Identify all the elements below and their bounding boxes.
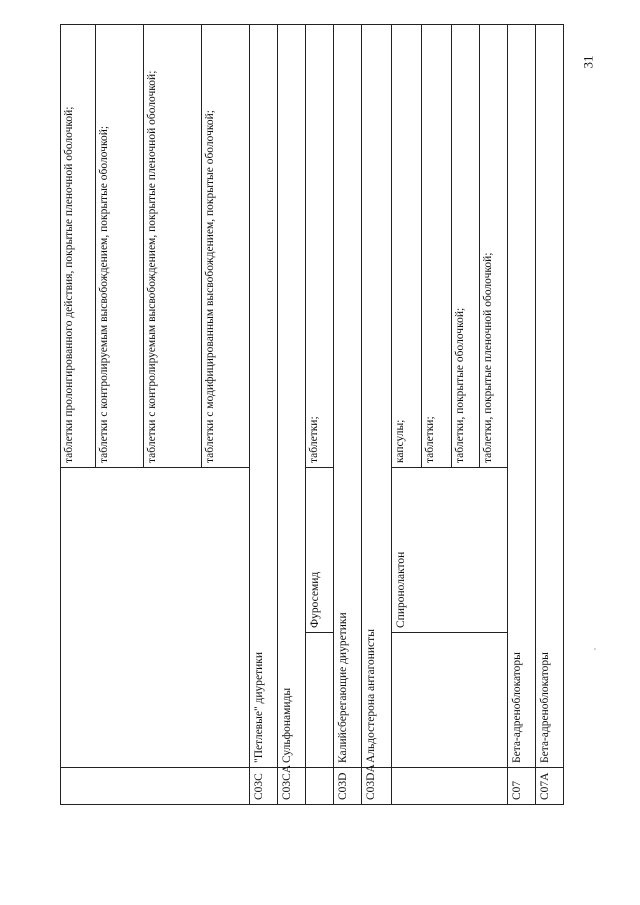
table-row (306, 25, 334, 805)
substance-cell: Фуросемид (306, 468, 334, 633)
table-row (250, 25, 278, 805)
form-cell: таблетки, покрытые оболочкой; (452, 25, 480, 468)
substance-cell: Спиронолактон (392, 468, 508, 633)
code-cell: C03D (334, 768, 362, 805)
group-cell (306, 633, 334, 768)
page-number: 31 (580, 55, 596, 69)
group-cell: Калийсберегающие диуретики (334, 25, 362, 768)
table-row (334, 25, 362, 805)
code-cell (61, 768, 250, 805)
form-cell: таблетки с контролируемым высвобождением, покрытые пленочной оболочкой; (144, 25, 202, 468)
code-cell (392, 768, 508, 805)
form-cell: таблетки пролонгированного действия, покрытые пленочной оболочкой; (61, 25, 96, 468)
form-cell: таблетки; (422, 25, 452, 468)
drug-table (60, 24, 564, 805)
rotated-page (60, 25, 560, 805)
table-row (392, 25, 422, 805)
code-cell: C03CA (278, 768, 306, 805)
table-row (278, 25, 306, 805)
group-cell (392, 633, 508, 768)
group-cell: Бета-адреноблокаторы (508, 25, 536, 768)
form-cell: таблетки с контролируемым высвобождением, покрытые оболочкой; (96, 25, 144, 468)
form-cell: капсулы; (392, 25, 422, 468)
code-cell (306, 768, 334, 805)
table-row (508, 25, 536, 805)
group-cell (61, 468, 250, 768)
form-cell: таблетки с модифицированным высвобождением, покрытые оболочкой; (202, 25, 250, 468)
form-cell: таблетки; (306, 25, 334, 468)
code-cell: C07 (508, 768, 536, 805)
group-cell: "Петлевые" диуретики (250, 25, 278, 768)
group-cell: Сульфонамиды (278, 25, 306, 768)
code-cell: C03C (250, 768, 278, 805)
table-row (536, 25, 564, 805)
scan-speck (594, 648, 596, 650)
group-cell: Бета-адреноблокаторы (536, 25, 564, 768)
table-row (362, 25, 392, 805)
form-cell: таблетки, покрытые пленочной оболочкой; (480, 25, 508, 468)
code-cell: C03DA (362, 768, 392, 805)
code-cell: C07A (536, 768, 564, 805)
table-row (61, 25, 96, 805)
group-cell: Альдостерона антагонисты (362, 25, 392, 768)
